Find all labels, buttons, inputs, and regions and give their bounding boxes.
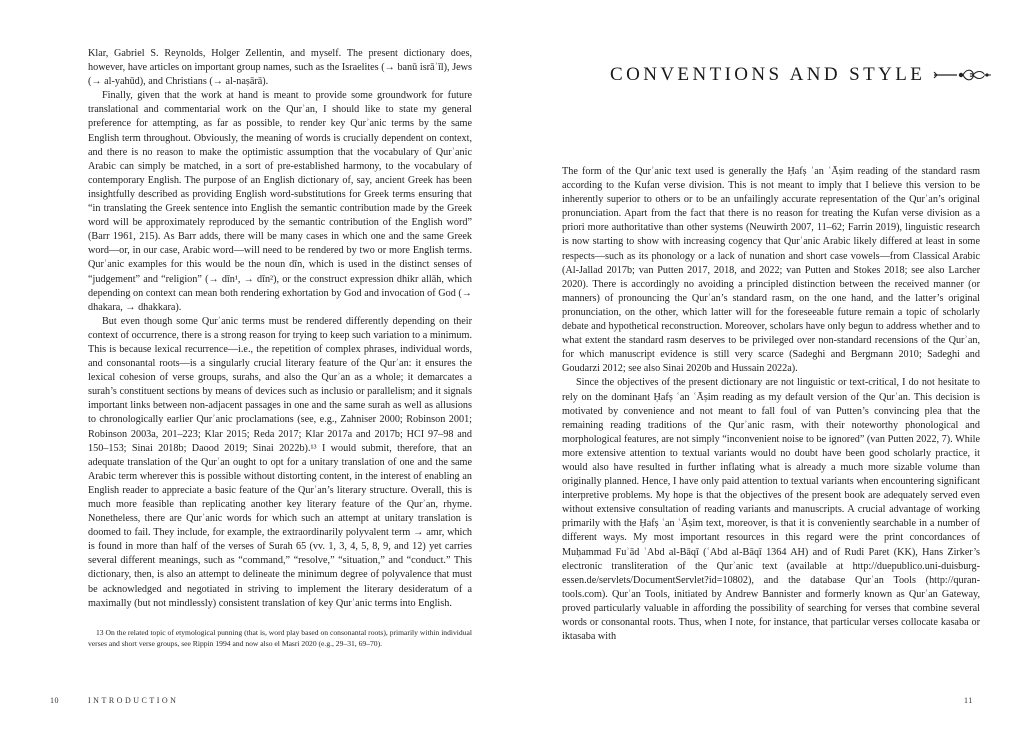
footnote-13: 13 On the related topic of etymological punning (that is, word play based on consonantal roots), primarily within individual verses and short verse groups, see Rippin 1994 and now also el Masri 2020 (e.g., 29–31, 69–70).: [88, 628, 472, 648]
left-body-text: [88, 47, 472, 611]
paragraph: Finally, given that the work at hand is meant to provide some groundwork for future translational and commentarial work on the Qurʾan, I should like to state my general preference for attempting, as far as possible, to render key Qurʾanic terms by the same English term throughout. Obviously, the meaning of words is crucially dependent on context, and there is no reason to make the optimistic assumption that the vocabulary of Qurʾanic Arabic can simply be matched, in a sort of pre-established harmony, to the vocabulary of contemporary English. The purpose of an English dictionary of, say, ancient Greek has been insightfully described as providing English word-substitutions for Greek terms ensuring that “in translating the Greek sentence into English the semantic contribution made by the Greek word will be approximately reproduced by the semantic contribution of the English word” (Barr 1961, 215). As Barr adds, there will be many cases in which one and the same Greek word—or, in our case, Arabic word—will need to be rendered by two or more English terms. Qurʾanic examples for this would be the noun dīn, which is used in the distinct senses of “judgement” and “religion” (→ dīn¹, → dīn²), or the construct expression dhikr allāh, which depending on context can mean both rendering exhortation by God and invocation of God (→ dhakara, → dhakkara).: [88, 90, 472, 313]
right-body-text: [562, 165, 980, 644]
running-head: INTRODUCTION: [88, 696, 179, 705]
folio-number-right: 11: [964, 696, 973, 705]
paragraph: The form of the Qurʾanic text used is generally the Ḥafṣ ʿan ʿĀṣim reading of the standard rasm according to the Kufan verse division. This is not meant to imply that I believe this version to be inherently superior to others or to be an unfailingly accurate representation of the Qurʾan’s original pronunciation. Apart from the fact that there is no reason for treating the Kufan verse division as a priori more authoritative than other systems (Neuwirth 2007, 11–62; Farrin 2019), linguistic research is now starting to show with increasing cogency that Qurʾanic Arabic likely differed at least in some respects—such as its phonology or a lack of nunation and short case vowels—from Classical Arabic (Al-Jallad 2017b; van Putten 2017, 2018, and 2022; van Putten and Stokes 2018; see also Larcher 2020). There is accordingly no avoiding a principled distinction between the received manner (or manners) of pronouncing the Qurʾan’s standard rasm, on the one hand, and the latter’s original pronunciation, on the other, which latter will for the foreseeable future remain a topic of scholarly debate and hypothetical reconstruction. Moreover, scholars have only begun to address whether and to what extent the standard rasm deserves to be privileged over non-standard recensions of the Qurʾan, for which manuscript evidence is still very scarce (Sadeghi and Bergmann 2010; Sadeghi and Goudarzi 2012; see also Sinai 2020b and Hussain 2022a).: [562, 166, 980, 375]
fleuron-ornament-icon: [933, 67, 993, 86]
right-page: [512, 0, 1024, 751]
folio-number-left: 10: [50, 696, 59, 705]
chapter-title: CONVENTIONS AND STYLE: [610, 64, 926, 85]
paragraph: But even though some Qurʾanic terms must be rendered differently depending on their context of occurrence, there is a strong reason for trying to keep such variation to a minimum. This is because lexical recurrence—i.e., the repetition of complex phrases, individual words, and consonantal roots—is a singularly crucial literary feature of the Qurʾan: it ensures the lexical cohesion of verse groups, surahs, and also the Qurʾan as a whole; it demarcates a surah’s constituent sections by means of devices such as inclusio or parallelism; and it signals important links between non-adjacent passages in one and the same surah as well as allusions to chronologically earlier Qurʾanic proclamations (see, e.g., Zahniser 2000; Robinson 2001; Robinson 2003a, 201–223; Klar 2015; Reda 2017; Klar 2017a and 2017b; HCI 97–98 and 150–153; Sinai 2018b; Daood 2019; Sinai 2022b).¹³ I would submit, therefore, that an adequate translation of the Qurʾan ought to opt for a unitary translation of one and the same Arabic term wherever this is possible without distorting content, in the interest of enabling an English reader to appreciate a basic feature of the Qurʾan’s literary structure. Overall, this is much more feasible than replicating another key literary feature of the Qurʾan, rhyme. Nonetheless, there are Qurʾanic words for which such an attempt at unitary translation is doomed to fail. They include, for example, the extraordinarily polyvalent term → amr, which is found in more than half of the verses of Surah 65 (vv. 1, 3, 4, 5, 8, 9, and 12) yet carries several different meanings, such as “command,” “resolve,” “situation,” and “conduct.” This dictionary, then, is also an attempt to delineate the minimum degree of polyvalence that must be acknowledged and negotiated in striving to implement the literary desideratum of a maximally (but not mindlessly) consistent translation of key Qurʾanic terms into English.: [88, 315, 472, 609]
paragraph: Klar, Gabriel S. Reynolds, Holger Zellentin, and myself. The present dictionary does, however, have articles on important group names, such as the Israelites (→ banū isrāʾīl), Jews (→ al-yahūd), and Christians (→ al-naṣārā).: [88, 48, 472, 88]
paragraph: Since the objectives of the present dictionary are not linguistic or text-critical, I do not hesitate to rely on the dominant Ḥafṣ ʿan ʿĀṣim reading as my default version of the Qurʾan. This decision is motivated by convenience and not meant to fall foul of van Putten’s convincing plea that the remaining reading traditions of the Qurʾanic rasm, with their noteworthy phonological and morphological features, are not simply “inconvenient noise to be ignored” (van Putten 2022, 7). While more extensive attention to textual variants would no doubt have been good scholarly practice, it would also have resulted in further inflating what is already a much more sizable volume than originally planned. Hence, I have only paid attention to textual variants when encountering significant interpretive problems. My hope is that the objectives of the present book are adequately served even without extensive consultation of reading variants and manuscripts. A crucial advantage of working primarily with the Ḥafṣ ʿan ʿĀṣim text, moreover, is that it is conveniently searchable in a number of different ways. My most important resources in this regard were the print concordances of Muḥammad Fuʾād ʿAbd al-Bāqī (ʿAbd al-Bāqī 1364 AH) and of Rudi Paret (KK), Hans Zirker’s electronic transliteration of the Qurʾanic text (available at http://duepublico.uni-duisburg-essen.de/servlets/DocumentServlet?id=10802), and the database Qurʾan Tools (http://quran-tools.com). Qurʾan Tools, initiated by Andrew Bannister and formerly known as Qurʾan Gateway, proved particularly valuable in affording the possibility of searching for verses that combine several words or consonantal roots. Thus, when I note, for instance, that particular verses collocate kasaba or iktasaba with: [562, 377, 980, 643]
chapter-heading: [610, 64, 993, 86]
